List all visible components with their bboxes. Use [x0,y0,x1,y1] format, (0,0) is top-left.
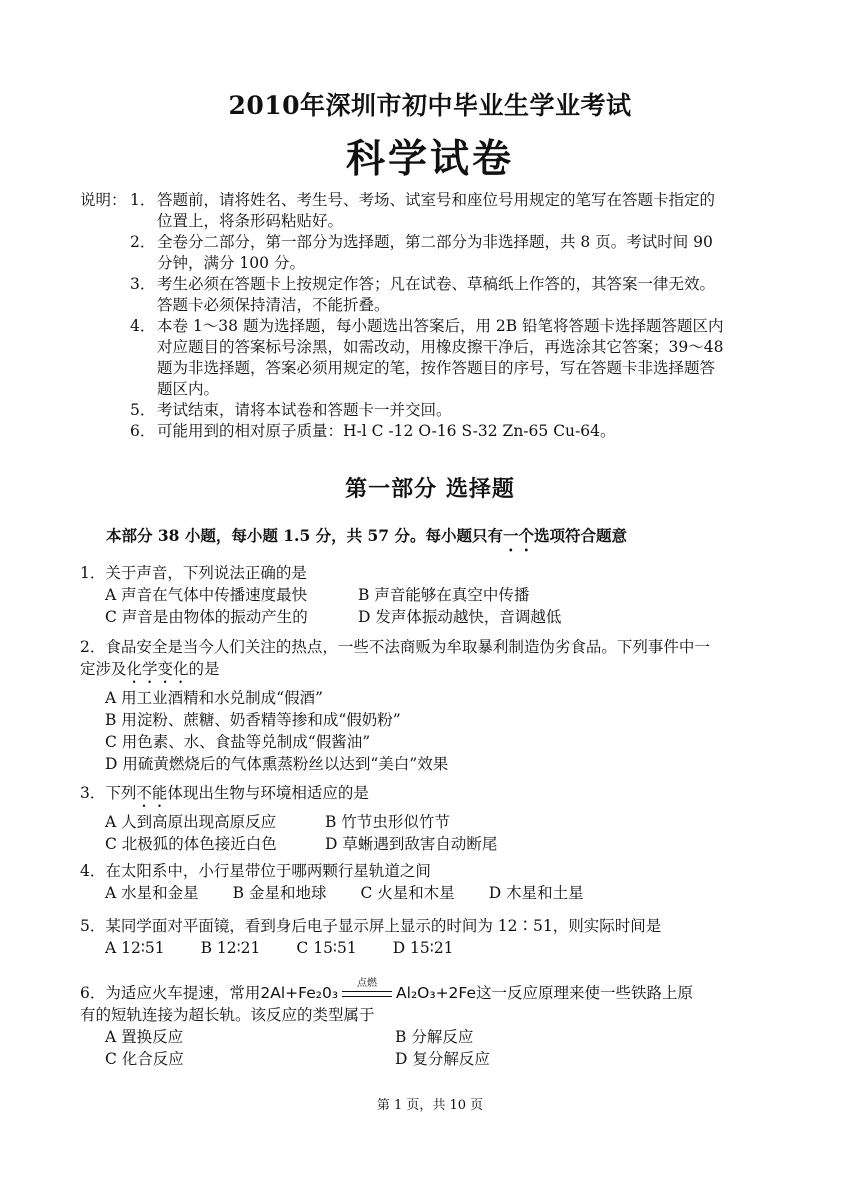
option-c: C 火星和木星 [360,884,455,902]
intro-text: 本部分 38 小题，每小题 1.5 分，共 57 分。每小题只有 [106,526,503,545]
instruction-line: 本卷 1～38 题为选择题，每小题选出答案后，用 2B 铅笔将答题卡选择题答题区内 [157,317,724,335]
instruction-line: 分钟，满分 100 分。 [157,254,305,272]
stem-emphasis: 不能 [136,784,168,802]
instruction-line: 可能用到的相对原子质量：H-l C -12 O-16 S-32 Zn-65 Cu-64。 [157,422,616,440]
instructions [80,190,780,442]
instruction-number: 5． [130,401,156,419]
question-stem: 有的短轨连接为超长轨。该反应的类型属于 [80,1006,375,1024]
instruction-line: 题为非选择题，答案必须用规定的笔，按作答题目的序号，写在答题卡非选择题答 [157,359,716,377]
question-5 [80,915,770,959]
question-1 [80,562,770,628]
option-c: C 北极狐的体色接近白色 [105,835,277,853]
option-c: C 化合反应 [105,1050,184,1068]
instruction-item [80,421,780,442]
stem-text: 定涉及 [80,660,127,678]
intro-text: 选项符合题意 [534,526,628,545]
question-6 [80,978,770,1070]
option-d: D 复分解反应 [395,1050,490,1068]
instruction-line: 位置上，将条形码粘贴好。 [157,212,344,230]
stem-text: 3．下列 [80,784,137,802]
option-b: B 声音能够在真空中传播 [358,586,530,604]
option-a: A 置换反应 [105,1028,184,1046]
instructions-label: 说明： [80,191,127,209]
stem-text: 的是 [188,660,220,678]
option-b: B 分解反应 [395,1028,474,1046]
exam-subject-title: 科学试卷 [345,136,514,182]
instruction-number: 6． [130,422,156,440]
option-c: C 15∶51 [296,939,357,957]
section-title: 第一部分 选择题 [345,476,515,502]
instruction-line: 答题前，请将姓名、考生号、考场、试室号和座位号用规定的笔写在答题卡指定的 [157,191,716,209]
instruction-number: 1． [130,191,156,209]
instruction-line: 考生必须在答题卡上按规定作答；凡在试卷、草稿纸上作答的，其答案一律无效。 [157,275,716,293]
exam-title: 2010年深圳市初中毕业生学业考试 [228,91,632,120]
instruction-line: 题区内。 [157,380,220,398]
instruction-item [80,316,780,400]
question-stem: 2．食品安全是当今人们关注的热点，一些不法商贩为牟取暴利制造伪劣食品。下列事件中一 [80,638,710,656]
option-b: B 用淀粉、蔗糖、奶香精等掺和成“假奶粉” [105,711,401,729]
question-4 [80,860,770,904]
instruction-line: 全卷分二部分，第一部分为选择题，第二部分为非选择题，共 8 页。考试时间 90 [157,233,713,251]
option-a: A 水星和金星 [105,884,199,902]
page-footer: 第 1 页，共 10 页 [376,1098,484,1113]
formula-reactants: 2Al+Fe₂0₃ [260,984,339,1002]
question-stem: 5．某同学面对平面镜，看到身后电子显示屏上显示的时间为 12∶51，则实际时间是 [80,917,662,935]
option-d: D 草蜥遇到敌害自动断尾 [325,835,498,853]
instruction-line: 考试结束，请将本试卷和答题卡一并交回。 [157,401,452,419]
question-stem [80,978,770,1004]
option-b: B 12∶21 [200,939,261,957]
option-d: D 用硫黄燃烧后的气体熏蒸粉丝以达到“美白”效果 [105,755,449,773]
option-d: D 木星和土星 [488,884,584,902]
option-b: B 金星和地球 [232,884,327,902]
question-stem: 1．关于声音，下列说法正确的是 [80,564,307,582]
question-stem: 4．在太阳系中，小行星带位于哪两颗行星轨道之间 [80,862,431,880]
option-a: A 12∶51 [105,939,165,957]
formula-products: Al₂O₃+2Fe [396,984,477,1002]
instruction-number: 2． [130,233,156,251]
stem-emphasis: 化学变化 [126,660,189,678]
stem-text: 体现出生物与环境相适应的是 [167,784,369,802]
question-stem [80,782,770,811]
instruction-line: 答题卡必须保持清洁，不能折叠。 [157,296,390,314]
instruction-number: 4． [130,317,156,335]
instruction-item [80,190,780,232]
option-d: D 15∶21 [392,939,454,957]
option-c: C 声音是由物体的振动产生的 [105,608,308,626]
question-2 [80,636,770,775]
question-3 [80,782,770,855]
option-d: D 发声体振动越快，音调越低 [358,608,562,626]
instruction-item [80,400,780,421]
section-intro [106,524,627,555]
stem-text: 这一反应原理来使一些铁路上原 [476,984,694,1002]
intro-emphasis: 一个 [503,526,535,545]
option-b: B 竹节虫形似竹节 [325,813,450,831]
reaction-condition: 点燃 [357,978,378,989]
question-stem [80,658,770,687]
reaction-equals-sign [342,978,392,1002]
option-a: A 人到高原出现高原反应 [105,813,277,831]
option-c: C 用色素、水、食盐等兑制成“假酱油” [105,733,371,751]
option-a: A 声音在气体中传播速度最快 [105,586,308,604]
instruction-item [80,274,780,316]
instruction-item [80,232,780,274]
option-a: A 用工业酒精和水兑制成“假酒” [105,689,323,707]
instruction-line: 对应题目的答案标号涂黑，如需改动，用橡皮擦干净后，再选涂其它答案；39～48 [157,338,724,356]
stem-text: 6．为适应火车提速，常用 [80,984,261,1002]
instruction-number: 3． [130,275,156,293]
